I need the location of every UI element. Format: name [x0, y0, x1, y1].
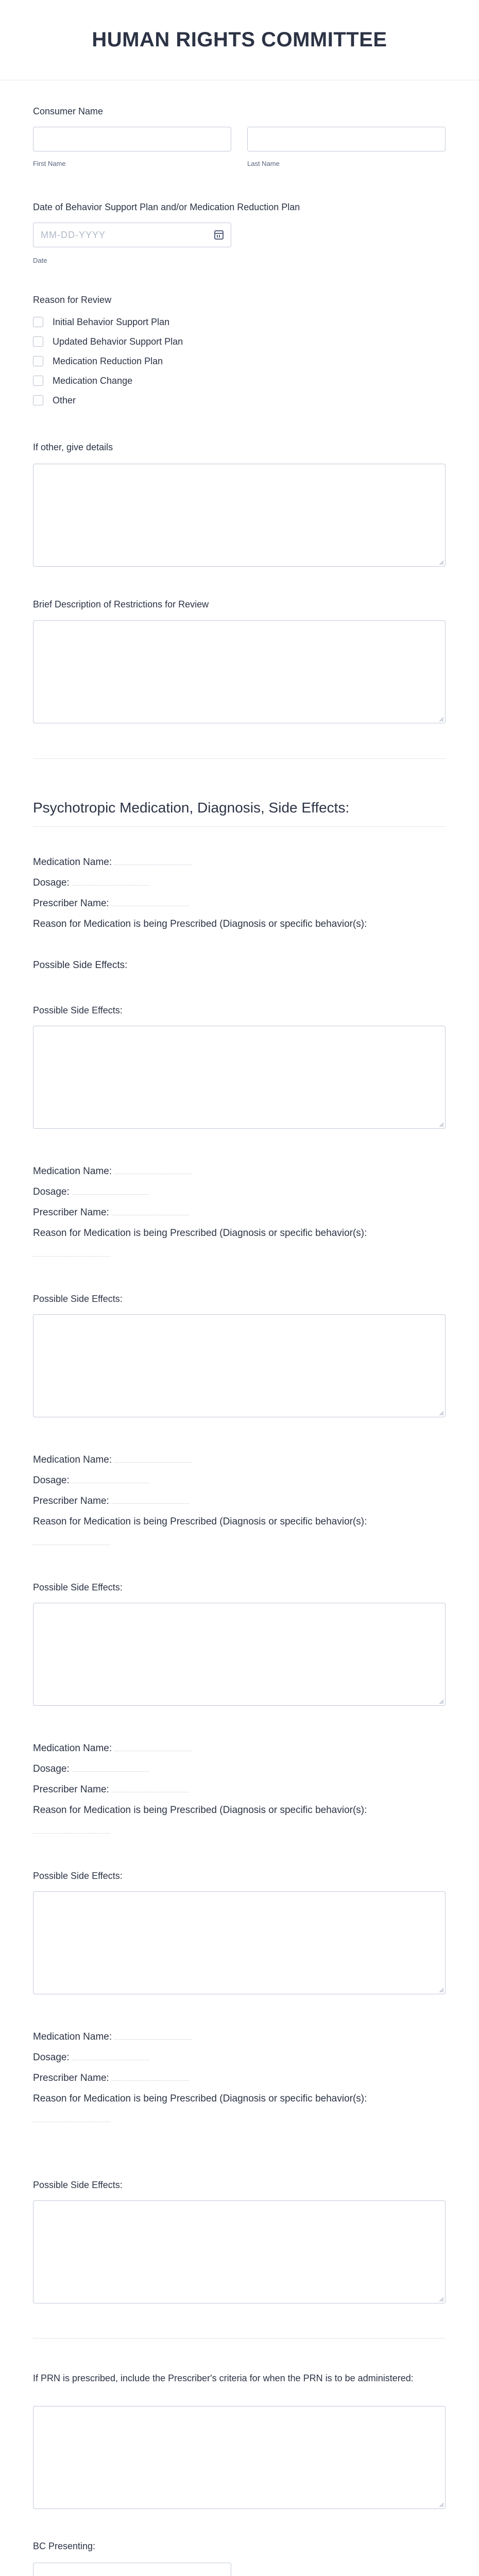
reason-option-reduction[interactable] [33, 351, 183, 371]
medication-name-blank[interactable] [114, 1164, 192, 1174]
checkbox[interactable] [33, 317, 43, 327]
reason-option-change[interactable] [33, 371, 183, 391]
reason-blank[interactable] [33, 2112, 110, 2122]
medication-block-3 [33, 1450, 446, 1553]
side-effects-label-3: Possible Side Effects: [33, 1582, 123, 1592]
divider [33, 758, 446, 759]
checkbox[interactable] [33, 336, 43, 347]
prescriber-label: Prescriber Name: [33, 1784, 109, 1795]
resize-grip-icon[interactable] [439, 2503, 443, 2507]
bc-presenting-label: BC Presenting: [33, 2541, 96, 2551]
prescriber-label: Prescriber Name: [33, 1496, 109, 1506]
prescriber-blank[interactable] [112, 896, 189, 906]
dosage-blank[interactable] [72, 2050, 149, 2060]
checkbox[interactable] [33, 376, 43, 386]
resize-grip-icon[interactable] [439, 717, 443, 721]
reason-option-initial[interactable] [33, 312, 183, 332]
meds-section-title: Psychotropic Medication, Diagnosis, Side Effects: [33, 800, 350, 816]
medication-name-blank[interactable] [114, 855, 192, 865]
prn-label: If PRN is prescribed, include the Prescriber's criteria for when the PRN is to be administered: [33, 2373, 414, 2383]
side-effects-textarea-1[interactable] [33, 1026, 446, 1129]
side-effects-textarea-4[interactable] [33, 1891, 446, 1994]
option-label: Medication Reduction Plan [53, 355, 163, 366]
dosage-label: Dosage: [33, 1475, 70, 1486]
dosage-blank[interactable] [72, 1473, 149, 1483]
option-label: Medication Change [53, 375, 133, 386]
dosage-label: Dosage: [33, 1187, 70, 1197]
consumer-last-name-sublabel: Last Name [247, 160, 280, 167]
prescriber-label: Prescriber Name: [33, 898, 109, 909]
checkbox[interactable] [33, 395, 43, 405]
medication-name-label: Medication Name: [33, 1166, 112, 1177]
resize-grip-icon[interactable] [439, 1123, 443, 1127]
side-effects-textarea-2[interactable] [33, 1314, 446, 1417]
plan-date-placeholder: MM-DD-YYYY [41, 229, 106, 240]
medication-block-1 [33, 852, 446, 976]
reason-options [33, 312, 183, 410]
other-details-textarea[interactable] [33, 464, 446, 567]
side-effects-textarea-5[interactable] [33, 2200, 446, 2303]
dosage-label: Dosage: [33, 2052, 70, 2063]
reason-label: Reason for Review [33, 295, 112, 305]
section-divider [33, 826, 446, 827]
option-label: Initial Behavior Support Plan [53, 316, 170, 327]
form-title: HUMAN RIGHTS COMMITTEE [92, 28, 387, 51]
reason-blank[interactable] [33, 1246, 110, 1257]
prescriber-blank[interactable] [112, 1782, 189, 1792]
checkbox[interactable] [33, 356, 43, 366]
plan-date-sublabel: Date [33, 257, 47, 264]
restrictions-textarea[interactable] [33, 620, 446, 723]
reason-prescribed-label: Reason for Medication is being Prescribed (Diagnosis or specific behavior(s): [33, 2093, 367, 2104]
medication-name-blank[interactable] [114, 1452, 192, 1463]
plan-date-input[interactable] [33, 223, 231, 247]
consumer-first-name-input[interactable] [33, 127, 231, 151]
medication-name-blank[interactable] [114, 1741, 192, 1751]
reason-prescribed-label: Reason for Medication is being Prescribed (Diagnosis or specific behavior(s): [33, 1516, 367, 1527]
consumer-name-label: Consumer Name [33, 106, 104, 116]
consumer-first-name-sublabel: First Name [33, 160, 66, 167]
prescriber-blank[interactable] [112, 1205, 189, 1215]
option-label: Updated Behavior Support Plan [53, 336, 183, 347]
resize-grip-icon[interactable] [439, 1700, 443, 1704]
reason-prescribed-label: Reason for Medication is being Prescribed (Diagnosis or specific behavior(s): [33, 1228, 367, 1239]
calendar-icon[interactable] [214, 230, 224, 240]
reason-option-updated[interactable] [33, 332, 183, 351]
signature-pad[interactable] [33, 2563, 231, 2576]
side-effects-label-5: Possible Side Effects: [33, 2180, 123, 2190]
side-effects-label-2: Possible Side Effects: [33, 1294, 123, 1304]
resize-grip-icon[interactable] [439, 1988, 443, 1992]
prescriber-label: Prescriber Name: [33, 1207, 109, 1218]
prescriber-blank[interactable] [112, 2071, 189, 2081]
dosage-blank[interactable] [72, 875, 149, 886]
resize-grip-icon[interactable] [439, 2297, 443, 2301]
dosage-label: Dosage: [33, 877, 70, 888]
prn-textarea[interactable] [33, 2406, 446, 2509]
reason-option-other[interactable] [33, 391, 183, 410]
medication-block-2 [33, 1161, 446, 1264]
reason-prescribed-label: Reason for Medication is being Prescribed (Diagnosis or specific behavior(s): [33, 919, 367, 929]
medication-name-label: Medication Name: [33, 2031, 112, 2042]
medication-name-label: Medication Name: [33, 1743, 112, 1754]
other-details-label: If other, give details [33, 442, 113, 452]
reason-blank[interactable] [33, 1823, 110, 1834]
side-effects-label-4: Possible Side Effects: [33, 1871, 123, 1881]
side-effects-label-1: Possible Side Effects: [33, 1005, 123, 1015]
resize-grip-icon[interactable] [439, 561, 443, 565]
resize-grip-icon[interactable] [439, 1411, 443, 1415]
medication-name-label: Medication Name: [33, 857, 112, 868]
prescriber-blank[interactable] [112, 1494, 189, 1504]
form-header [0, 0, 479, 80]
side-effects-inline-label: Possible Side Effects: [33, 960, 128, 971]
dosage-blank[interactable] [72, 1761, 149, 1772]
dosage-blank[interactable] [72, 1184, 149, 1195]
side-effects-textarea-3[interactable] [33, 1603, 446, 1706]
medication-block-4 [33, 1738, 446, 1841]
medication-block-5 [33, 2027, 446, 2130]
reason-prescribed-label: Reason for Medication is being Prescribed (Diagnosis or specific behavior(s): [33, 1805, 367, 1816]
reason-blank[interactable] [33, 1535, 110, 1545]
option-label: Other [53, 395, 76, 405]
plan-date-label: Date of Behavior Support Plan and/or Medication Reduction Plan [33, 202, 300, 212]
restrictions-label: Brief Description of Restrictions for Review [33, 599, 209, 609]
medication-name-label: Medication Name: [33, 1454, 112, 1465]
prescriber-label: Prescriber Name: [33, 2073, 109, 2083]
medication-name-blank[interactable] [114, 2029, 192, 2040]
consumer-last-name-input[interactable] [247, 127, 446, 151]
dosage-label: Dosage: [33, 1764, 70, 1774]
